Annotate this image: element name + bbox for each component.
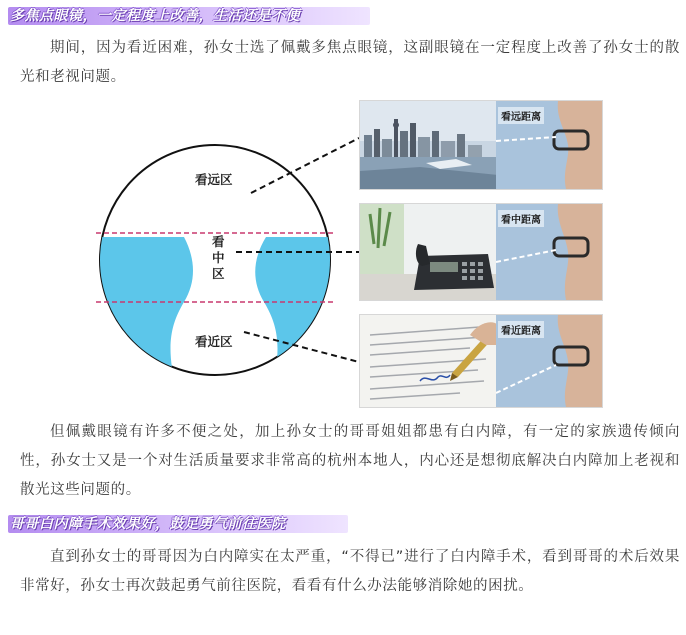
mid-zone-label-3: 区 [212, 266, 225, 281]
section-heading-2-text: 哥哥白内障手术效果好，鼓足勇气前往医院 [10, 516, 286, 532]
near-distance-tag: 看近距离 [498, 321, 544, 338]
far-zone-label: 看远区 [195, 172, 233, 187]
paragraph-2: 但佩戴眼镜有许多不便之处，加上孙女士的哥哥姐姐都患有白内障，有一定的家族遗传倾向性，孙女士又是一个对生活质量要求非常高的杭州本地人，内心还是想彻底解决白内障加上老视和散光这些问题的。 [20, 424, 680, 498]
lens-zone-diagram [96, 100, 606, 408]
paragraph-1: 期间，因为看近困难，孙女士选了佩戴多焦点眼镜，这副眼镜在一定程度上改善了孙女士的散光和老视问题。 [20, 40, 680, 85]
near-distance-photo [359, 314, 603, 408]
mid-zone-label-1: 看 [212, 234, 225, 249]
near-leader-line [244, 332, 359, 362]
far-leader-line [251, 138, 359, 193]
writing-document-icon [360, 315, 498, 407]
mid-distance-tag: 看中距离 [498, 210, 544, 227]
section-heading-2 [8, 512, 286, 534]
far-distance-tag: 看远距离 [498, 107, 544, 124]
mid-distance-photo [359, 203, 603, 301]
section-heading-1-text: 多焦点眼镜，一定程度上改善，生活还是不便 [10, 8, 300, 24]
desk-phone-icon [360, 204, 498, 300]
far-distance-photo [359, 100, 603, 190]
mid-zone-label-2: 中 [212, 250, 225, 265]
near-zone-label: 看近区 [195, 334, 233, 349]
paragraph-3: 直到孙女士的哥哥因为白内障实在太严重，“不得已”进行了白内障手术，看到哥哥的术后效果非常好，孙女士再次鼓起勇气前往医院，看看有什么办法能够消除她的困扰。 [20, 549, 680, 594]
city-skyline-icon [360, 101, 498, 189]
section-heading-1 [8, 4, 300, 26]
